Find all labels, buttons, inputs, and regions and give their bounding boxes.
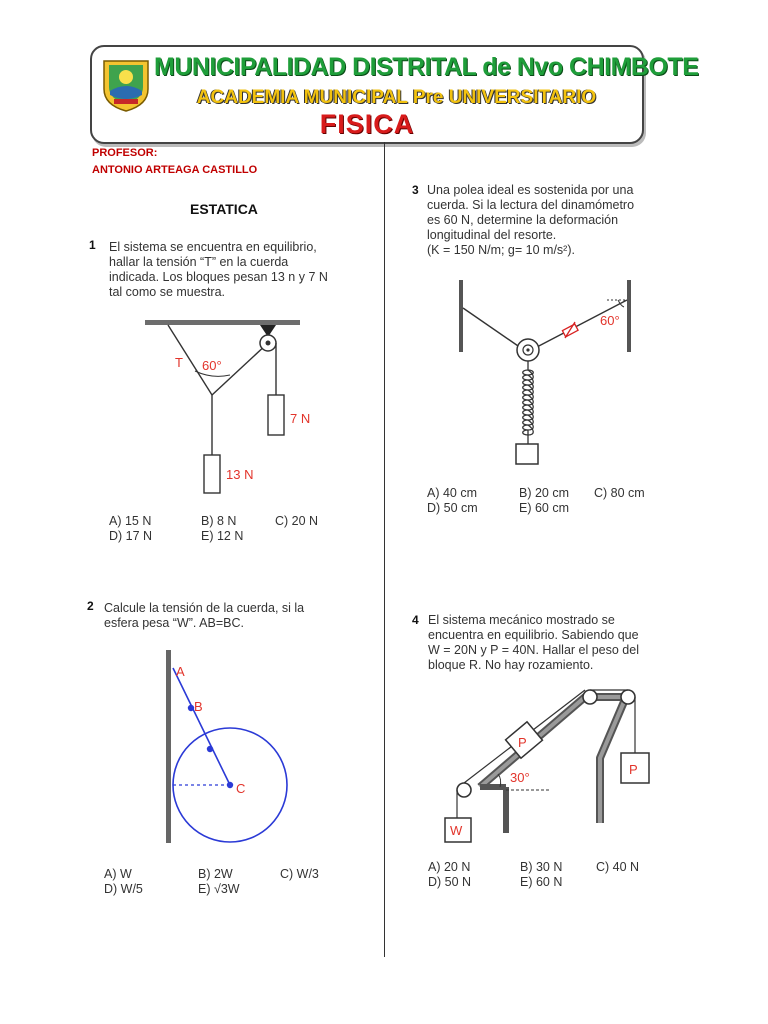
question-2-line: Calcule la tensión de la cuerda, si la [104, 601, 305, 615]
question-4-number: 4 [412, 613, 419, 627]
pulley-icon [457, 783, 471, 797]
option: A) 40 cm [427, 486, 478, 500]
question-3-line: es 60 N, determine la deformación [427, 213, 619, 227]
question-1-line: tal como se muestra. [109, 285, 226, 299]
point-b-label: B [194, 699, 203, 714]
question-2-options [104, 867, 319, 897]
question-3-figure [455, 278, 635, 468]
question-1-line: indicada. Los bloques pesan 13 n y 7 N [109, 270, 328, 284]
option: B) 30 N [520, 860, 563, 874]
left-wall [459, 280, 463, 352]
option: D) 50 N [428, 875, 472, 889]
angle-label: 60° [202, 358, 222, 373]
angle-label: 60° [600, 313, 620, 328]
pulley-icon [621, 690, 635, 704]
option: E) 60 N [520, 875, 563, 889]
pulley-icon [583, 690, 597, 704]
option: C) 40 N [596, 860, 640, 874]
option: B) 2W [198, 867, 233, 881]
question-4-line: W = 20N y P = 40N. Hallar el peso del [428, 643, 639, 657]
question-3-line: cuerda. Si la lectura del dinamómetro [427, 198, 635, 212]
point-a-label: A [176, 664, 185, 679]
header-subtitle: ACADEMIA MUNICIPAL Pre UNIVERSITARIO [196, 87, 597, 108]
question-4-line: encuentra en equilibrio. Sabiendo que [428, 628, 639, 642]
question-4-line: El sistema mecánico mostrado se [428, 613, 615, 627]
option: D) W/5 [104, 882, 143, 896]
question-3-number: 3 [412, 183, 419, 197]
question-3-line: Una polea ideal es sostenida por una [427, 183, 634, 197]
professor-name: ANTONIO ARTEAGA CASTILLO [92, 164, 258, 176]
question-3-text [427, 183, 634, 258]
question-1-line: hallar la tensión “T” en la cuerda [109, 255, 289, 269]
section-title: ESTATICA [190, 201, 258, 217]
question-1-text [109, 240, 328, 300]
header-title: MUNICIPALIDAD DISTRITAL de Nvo CHIMBOTE [154, 53, 699, 81]
option: C) 20 N [275, 514, 319, 528]
option: D) 50 cm [427, 501, 478, 515]
question-1-figure [140, 315, 310, 500]
header-banner [90, 45, 699, 144]
question-1-line: El sistema se encuentra en equilibrio, [109, 240, 317, 254]
question-1-options [109, 514, 318, 544]
question-2-number: 2 [87, 599, 94, 613]
block-7n [268, 395, 284, 435]
option: A) 15 N [109, 514, 152, 528]
block-p-label: P [518, 735, 527, 750]
question-2-figure [160, 648, 310, 848]
question-1-number: 1 [89, 238, 96, 252]
spring-icon [523, 361, 534, 435]
question-2-line: esfera pesa “W”. AB=BC. [104, 616, 244, 630]
option: C) 80 cm [594, 486, 645, 500]
tension-label: T [175, 355, 183, 370]
question-4-figure [440, 683, 670, 848]
question-3-options [427, 486, 645, 516]
question-4-options [428, 860, 639, 890]
angle-label: 30° [510, 770, 530, 785]
professor-label: PROFESOR: [92, 147, 158, 159]
question-4-text [428, 613, 639, 673]
option: B) 8 N [201, 514, 237, 528]
block-p-label: P [629, 762, 638, 777]
option: E) 12 N [201, 529, 244, 543]
option: E) 60 cm [519, 501, 570, 515]
support-frame [480, 697, 626, 823]
point-c-label: C [236, 781, 246, 796]
question-3-line: (K = 150 N/m; g= 10 m/s²). [427, 243, 575, 257]
block-13n [204, 455, 220, 493]
ceiling-beam [145, 320, 300, 325]
option: C) W/3 [280, 867, 319, 881]
block-w-label: W [450, 823, 463, 838]
block-13n-label: 13 N [226, 467, 254, 482]
option: A) 20 N [428, 860, 471, 874]
option: D) 17 N [109, 529, 153, 543]
municipal-logo-icon [100, 55, 152, 113]
question-4-line: bloque R. No hay rozamiento. [428, 658, 594, 672]
option: A) W [104, 867, 132, 881]
question-3-line: longitudinal del resorte. [427, 228, 557, 242]
right-wall [627, 280, 631, 352]
option: B) 20 cm [519, 486, 570, 500]
block-7n-label: 7 N [290, 411, 311, 426]
column-divider [384, 142, 385, 957]
option: E) √3W [198, 882, 240, 896]
header-subject: FISICA [319, 109, 415, 139]
wall [166, 650, 171, 843]
question-2-text [104, 601, 304, 631]
hanging-block [516, 444, 538, 464]
